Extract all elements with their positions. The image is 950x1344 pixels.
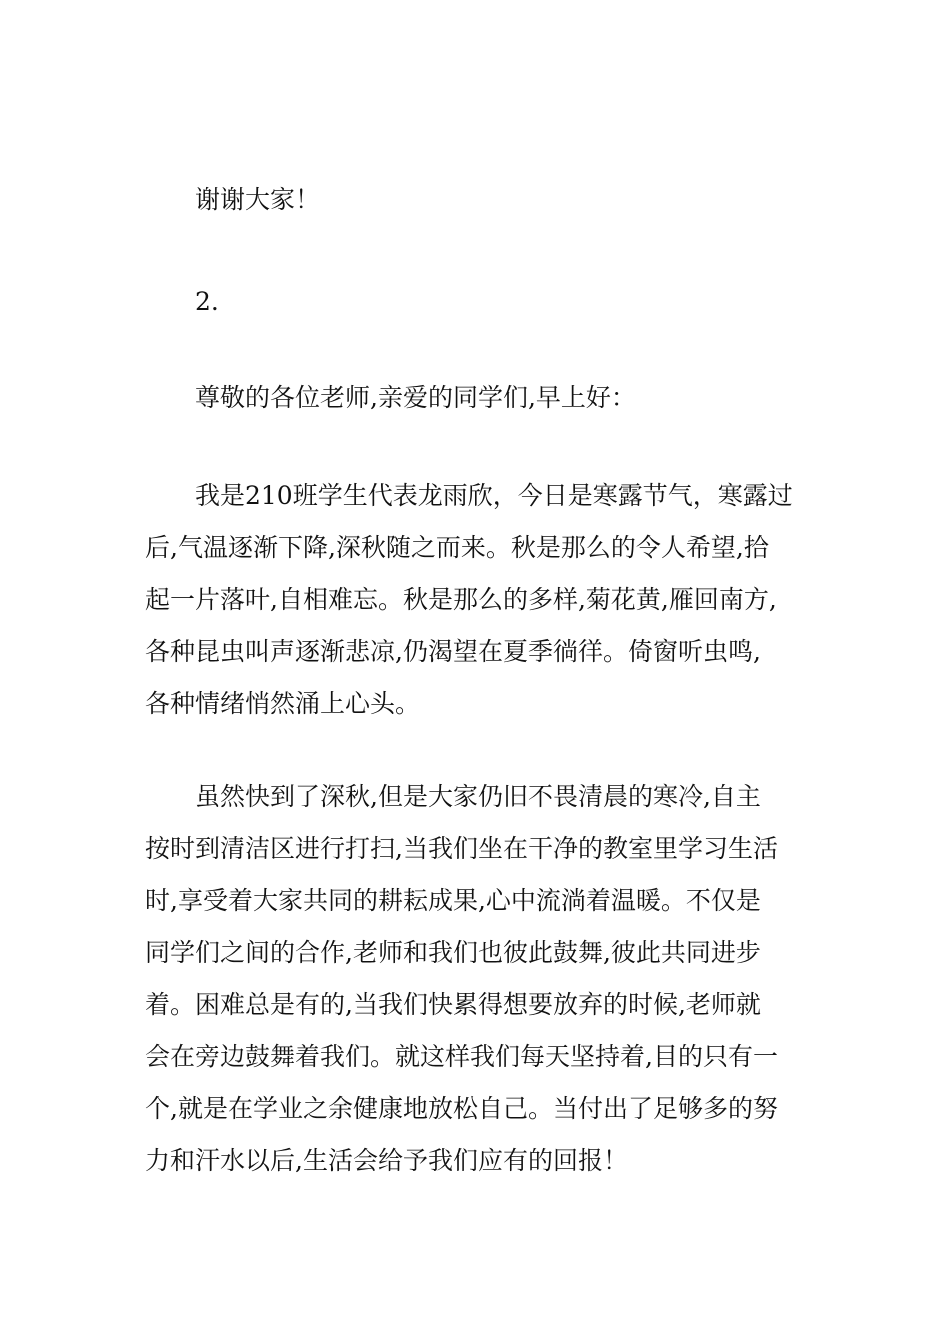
text-line: 各种昆虫叫声逐渐悲凉,仍渴望在夏季徜徉。倚窗听虫鸣, bbox=[145, 637, 761, 666]
text-line: 会在旁边鼓舞着我们。就这样我们每天坚持着,目的只有一 bbox=[145, 1042, 778, 1071]
section-number bbox=[145, 276, 810, 328]
text-line: 个,就是在学业之余健康地放松自己。当付出了足够多的努 bbox=[145, 1094, 778, 1123]
text-line: 着。困难总是有的,当我们快累得想要放弃的时候,老师就 bbox=[145, 990, 761, 1019]
paragraph-thanks bbox=[145, 174, 810, 226]
text-line: 按时到清洁区进行打扫,当我们坐在干净的教室里学习生活 bbox=[145, 834, 778, 863]
paragraph-introduction bbox=[145, 470, 810, 730]
text-line: 尊敬的各位老师,亲爱的同学们,早上好： bbox=[195, 383, 636, 412]
text-line: 同学们之间的合作,老师和我们也彼此鼓舞,彼此共同进步 bbox=[145, 938, 761, 967]
text-line: 力和汗水以后,生活会给予我们应有的回报！ bbox=[145, 1146, 628, 1175]
text-line: 各种情绪悄然涌上心头。 bbox=[145, 689, 421, 718]
text-line: 时,享受着大家共同的耕耘成果,心中流淌着温暖。不仅是 bbox=[145, 886, 761, 915]
text-line: 后,气温逐渐下降,深秋随之而来。秋是那么的令人希望,拾 bbox=[145, 533, 769, 562]
text-line: 谢谢大家！ bbox=[195, 185, 321, 214]
paragraph-body bbox=[145, 771, 810, 1187]
text-line: 虽然快到了深秋,但是大家仍旧不畏清晨的寒冷,自主 bbox=[195, 782, 761, 811]
text-line: 起一片落叶,自相难忘。秋是那么的多样,菊花黄,雁回南方, bbox=[145, 585, 777, 614]
paragraph-greeting bbox=[145, 372, 810, 424]
text-line: 我是210班学生代表龙雨欣，今日是寒露节气，寒露过 bbox=[195, 481, 793, 510]
text-line: 2. bbox=[195, 287, 219, 316]
